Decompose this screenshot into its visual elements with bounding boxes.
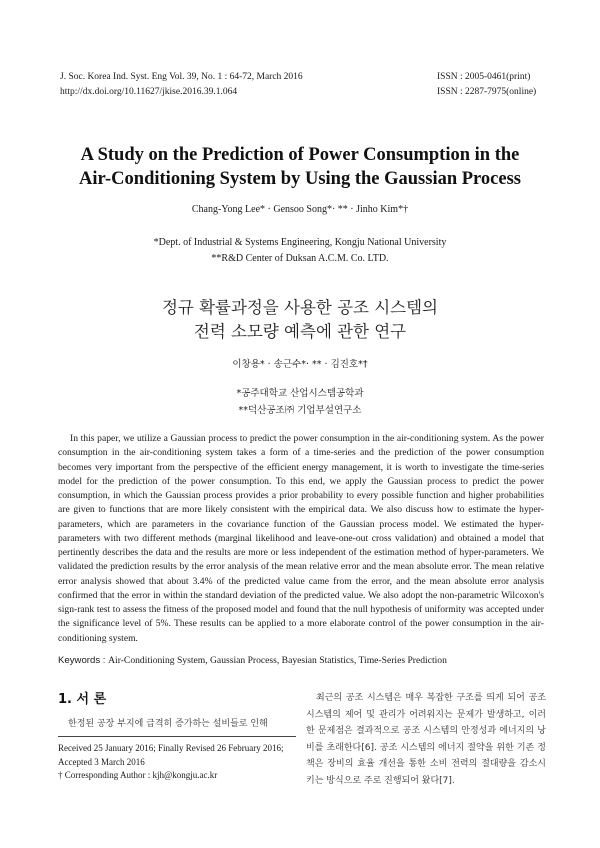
korean-affiliation-1: *공주대학교 산업시스템공학과 <box>236 388 364 399</box>
affiliation-2: **R&D Center of Duksan A.C.M. Co. LTD. <box>211 253 389 264</box>
abstract: In this paper, we utilize a Gaussian process to predict the power consumption in the air-conditioning system. As the power consumption in the air-conditioning system takes a form of a time-series and the prediction of the power consumption becomes very important from the perspective of the efficient energy management, it is worth to investigate the time-series model for the prediction of the power consumption. To this end, we apply the Gaussian process to predict the power consumption, in which the Gaussian process provides a prior probability to every possible function and higher probabilities are given to functions that are more likely consistent with the empirical data. We also discuss how to estimate the hyper-parameters, which are parameters in the covariance function of the Gaussian process model. We estimated the hyper-parameters with two different methods (marginal likelihood and leave-one-out cross validation) and obtained a model that pertinently describes the data and the results are more or less independent of the estimation method of hyper-parameters. We validated the prediction results by the error analysis of the mean relative error and the mean absolute error. The mean relative error analysis showed that about 3.4% of the predicted value came from the error, and the mean absolute error analysis confirmed that the error in within the standard deviation of the predicted value. We also adopt the non-parametric Wilcoxon's sign-rank test to assess the fitness of the proposed model and found that the null hypothesis of uniformity was accepted under the significance level of 5%. These results can be applied to a more elaborate control of the power consumption in the air-conditioning system. <box>58 433 544 644</box>
affiliations-english <box>0 235 600 267</box>
title-line-2: Air-Conditioning System by Using the Gaussian Process <box>79 169 521 189</box>
footnotes <box>58 742 298 783</box>
paper-title-korean <box>40 296 560 344</box>
paper-title-english <box>40 143 560 191</box>
doi-link[interactable]: http://dx.doi.org/10.11627/jkise.2016.39.1.064 <box>60 87 238 97</box>
corresponding-author: † Corresponding Author : kjh@kongju.ac.kr <box>58 770 218 780</box>
korean-title-line-1: 정규 확률과정을 사용한 공조 시스템의 <box>161 298 438 317</box>
keywords-label: Keywords : <box>58 655 109 666</box>
section-heading-introduction: 1. 서 론 <box>58 692 107 707</box>
issn-print: ISSN : 2005-0461(print) <box>437 72 531 82</box>
accepted-date: Accepted 3 March 2016 <box>58 756 145 767</box>
journal-header <box>60 70 303 100</box>
intro-right-column-text: 최근의 공조 시스템은 매우 복잡한 구조를 띄게 되어 공조 시스템의 제어 및 관리가 어려워지는 문제가 발생하고, 이러한 문제점은 결과적으로 공조 시스템의 안정성과 에너지의 낭비를 초래한다[6]. 공조 시스템의 에너지 절약을 위한 기존 정책은 장비의 효율 개선을 통한 소비 전력의 절대량을 감소시키는 방식으로 주로 진행되어 왔다[7]. <box>306 693 546 786</box>
title-line-1: A Study on the Prediction of Power Consumption in the <box>80 145 520 165</box>
keywords-text: Air-Conditioning System, Gaussian Process, Bayesian Statistics, Time-Series Prediction <box>108 655 447 666</box>
intro-left-column-text: 한정된 공장 부지에 급격히 증가하는 설비들로 인해 <box>68 719 268 729</box>
authors-korean: 이창용* · 송근수*· ** · 김진호*† <box>232 359 368 370</box>
affiliations-korean <box>0 385 600 419</box>
keywords-line <box>58 655 544 666</box>
issn-block <box>437 70 536 100</box>
journal-citation: J. Soc. Korea Ind. Syst. Eng Vol. 39, No. 1 : 64-72, March 2016 <box>60 72 303 82</box>
affiliation-1: *Dept. of Industrial & Systems Engineering, Kongju National University <box>153 237 447 248</box>
korean-title-line-2: 전력 소모량 예측에 관한 연구 <box>193 322 407 341</box>
korean-affiliation-2: **덕산공조㈜ 기업부설연구소 <box>238 405 362 416</box>
issn-online: ISSN : 2287-7975(online) <box>437 87 537 97</box>
received-date: Received 25 January 2016; Finally Revised 26 February 2016; <box>58 743 284 753</box>
authors-english: Chang-Yong Lee* · Gensoo Song*· ** · Jinho Kim*† <box>191 204 409 215</box>
footnote-divider <box>58 736 296 737</box>
